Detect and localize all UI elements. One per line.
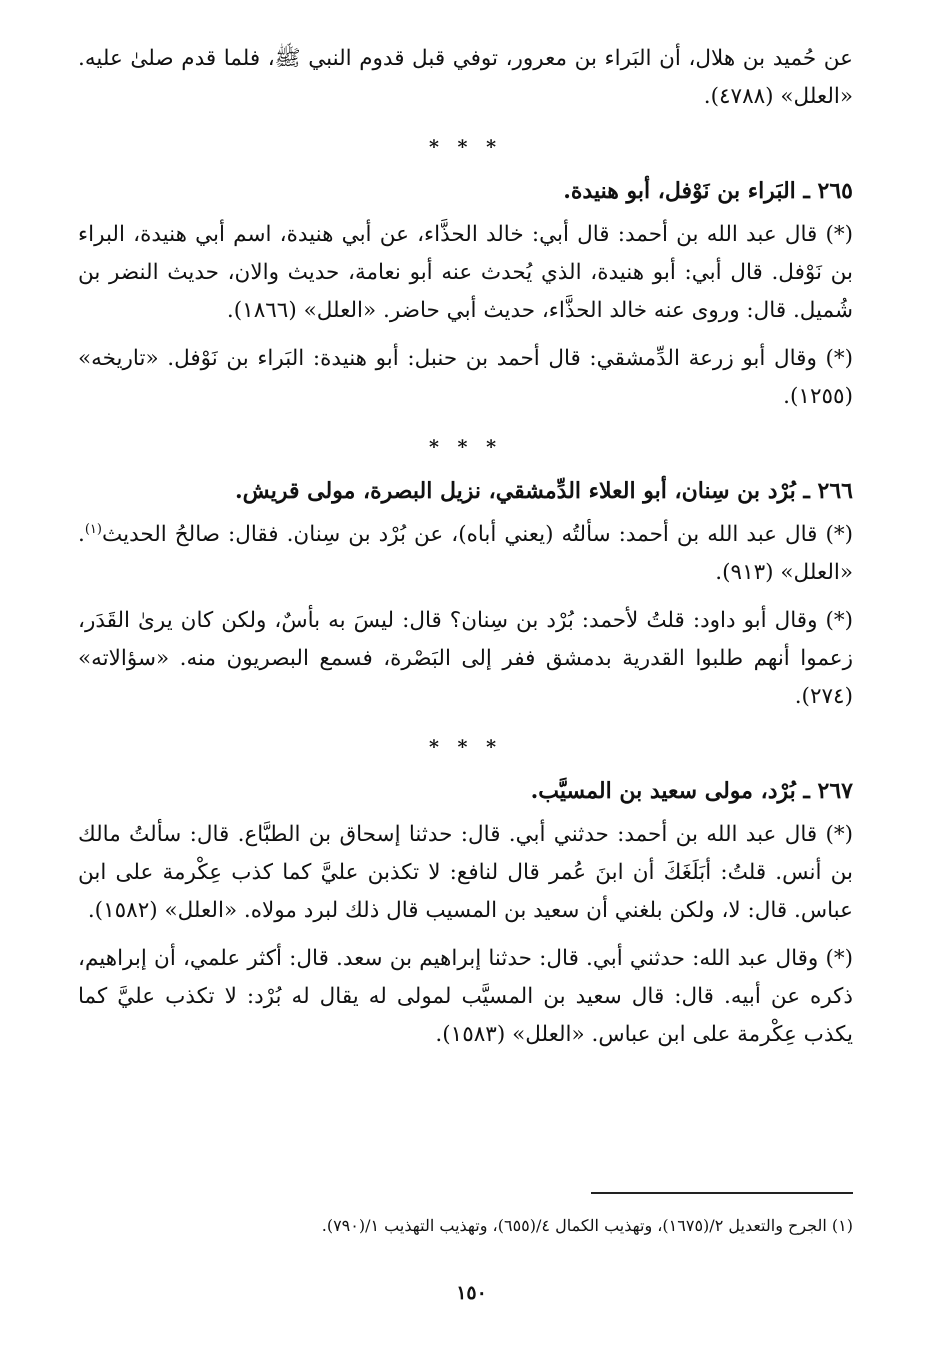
entry-paragraph: (*) وقال عبد الله: حدثني أبي. قال: حدثنا إبراهيم بن سعد. قال: أكثر علمي، أن إبراهيم، ذكره عن أبيه. قال: قال سعيد بن المسيَّب لمولى له يقال له بُرْد: لا تكذب عليَّ كما يكذب عِكْرمة على ابن عباس. «العلل» (١٥٨٣). xyxy=(78,946,853,1047)
page-number: ١٥٠ xyxy=(456,1282,487,1304)
entry-heading: ٢٦٧ ـ بُرْد، مولى سعيد بن المسيَّب. xyxy=(530,778,853,804)
entry-heading: ٢٦٥ ـ البَراء بن نَوْفل، أبو هنيدة. xyxy=(563,178,853,204)
entry-heading: ٢٦٦ ـ بُرْد بن سِنان، أبو العلاء الدِّمشقي، نزيل البصرة، مولى قريش. xyxy=(235,478,853,504)
entry-paragraph: (*) قال عبد الله بن أحمد: قال أبي: خالد الحذَّاء، عن أبي هنيدة، اسم أبي هنيدة، البراء بن نَوْفل. قال أبي: أبو هنيدة، الذي يُحدث عنه أبو نعامة، حديث والان، حديث النضر بن شُميل. قال: وروى عنه خالد الحذَّاء، حديث أبي حاضر. «العلل» (١٨٦٦). xyxy=(78,222,853,323)
footnote-marker[interactable]: (١) xyxy=(84,521,102,537)
paragraph-text: (*) قال عبد الله بن أحمد: سألتُه (يعني أباه)، عن بُرْد بن سِنان. فقال: صالحُ الحديث xyxy=(101,522,853,547)
entry-267 xyxy=(78,772,853,1054)
section-separator: * * * xyxy=(428,136,503,158)
entry-266 xyxy=(78,472,853,716)
footnote: (١) الجرح والتعديل ٢/(١٦٧٥)، وتهذيب الكمال ٤/(٦٥٥)، وتهذيب التهذيب ١/(٧٩٠). xyxy=(321,1216,853,1235)
entry-paragraph: (*) وقال أبو زرعة الدِّمشقي: قال أحمد بن حنبل: أبو هنيدة: البَراء بن نَوْفل. «تاريخه» (١٢٥٥). xyxy=(78,346,853,409)
section-separator: * * * xyxy=(428,736,503,758)
entry-265 xyxy=(78,172,853,416)
entry-paragraph xyxy=(78,516,853,592)
entry-paragraph: (*) وقال أبو داود: قلتُ لأحمد: بُرْد بن سِنان؟ قال: ليسَ به بأسٌ، ولكن كان يرىٰ القَدَر، زعموا أنهم طلبوا القدرية بدمشق ففر إلى البَصْرة، فسمع البصريون منه. «سؤالاته» (٢٧٤). xyxy=(78,608,853,709)
footnote-divider xyxy=(591,1192,853,1194)
section-separator: * * * xyxy=(428,436,503,458)
page-body xyxy=(78,40,853,1054)
entry-paragraph: (*) قال عبد الله بن أحمد: حدثني أبي. قال: حدثنا إسحاق بن الطبَّاع. قال: سألتُ مالك بن أنس. قلتُ: أبَلَغَكَ أن ابنَ عُمر قال لنافع: لا تكذبن عليَّ كما كذب عِكْرمة على ابن عباس. قال: لا، ولكن بلغني أن سعيد بن المسيب قال ذلك لبرد مولاه. «العلل» (١٥٨٢). xyxy=(78,822,853,923)
intro-paragraph: عن حُميد بن هلال، أن البَراء بن معرور، توفي قبل قدوم النبي ﷺ، فلما قدم صلىٰ عليه. «العلل» (٤٧٨٨). xyxy=(78,46,853,109)
paragraph-text: . «العلل» (٩١٣). xyxy=(78,522,853,585)
